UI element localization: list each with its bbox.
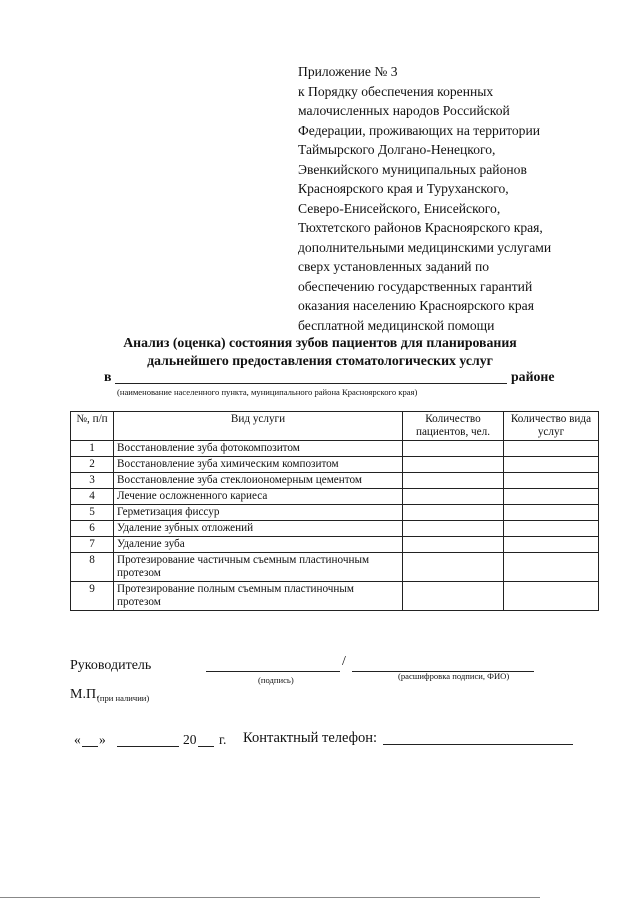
appendix-line: к Порядку обеспечения коренных: [298, 83, 494, 99]
signature-slash: /: [342, 654, 346, 669]
row-number: 9: [71, 582, 114, 611]
table-row: [71, 553, 599, 582]
row-service: Восстановление зуба химическим композитом: [114, 457, 403, 473]
date-day-field[interactable]: [82, 746, 98, 747]
row-patients-cell[interactable]: [403, 457, 504, 473]
row-types-cell[interactable]: [504, 521, 599, 537]
appendix-line: малочисленных народов Российской: [298, 103, 510, 118]
table-row: [71, 521, 599, 537]
date-month-field[interactable]: [117, 746, 179, 747]
row-patients-cell[interactable]: [403, 553, 504, 582]
row-patients-cell[interactable]: [403, 441, 504, 457]
appendix-line: Красноярского края и Туруханского,: [298, 181, 509, 196]
appendix-line: оказания населению Красноярского края: [298, 298, 534, 313]
page-edge-line: [0, 897, 540, 898]
appendix-line: Приложение № 3: [298, 64, 398, 79]
analysis-title-line2: дальнейшего предоставления стоматологических услуг: [147, 353, 493, 368]
row-service: Герметизация фиссур: [114, 505, 403, 521]
district-hint: (наименование населенного пункта, муниципального района Красноярского края): [117, 387, 418, 397]
row-number: 2: [71, 457, 114, 473]
row-service: Удаление зубных отложений: [114, 521, 403, 537]
header-types: Количество вида услуг: [504, 412, 599, 441]
row-service: Лечение осложненного кариеса: [114, 489, 403, 505]
signature-field[interactable]: [206, 671, 340, 672]
row-patients-cell[interactable]: [403, 582, 504, 611]
row-types-cell[interactable]: [504, 489, 599, 505]
row-patients-cell[interactable]: [403, 537, 504, 553]
row-number: 5: [71, 505, 114, 521]
year-prefix: 20: [183, 732, 197, 747]
table-row: [71, 473, 599, 489]
signature-hint: (подпись): [258, 675, 294, 685]
row-number: 4: [71, 489, 114, 505]
appendix-line: Таймырского Долгано-Ненецкого,: [298, 142, 496, 157]
analysis-title-line1: Анализ (оценка) состояния зубов пациентов для планирования: [123, 335, 517, 350]
appendix-line: Федерации, проживающих на территории: [298, 122, 541, 138]
row-types-cell[interactable]: [504, 457, 599, 473]
table-header-row: [71, 412, 599, 441]
header-num: №, п/п: [71, 412, 114, 441]
date-quote-open: «: [74, 732, 81, 747]
table-row: [71, 441, 599, 457]
row-service: Восстановление зуба фотокомпозитом: [114, 441, 403, 457]
appendix-line: обеспечению государственных гарантий: [298, 278, 533, 294]
row-patients-cell[interactable]: [403, 505, 504, 521]
table-row: [71, 457, 599, 473]
date-year-field[interactable]: [198, 746, 214, 747]
row-service: Восстановление зуба стеклоиономерным цементом: [114, 473, 403, 489]
row-types-cell[interactable]: [504, 582, 599, 611]
phone-label: Контактный телефон:: [243, 730, 378, 746]
appendix-line: Северо-Енисейского, Енисейского,: [298, 200, 501, 216]
table-row: [71, 489, 599, 505]
row-patients-cell[interactable]: [403, 489, 504, 505]
appendix-line: дополнительными медицинскими услугами: [298, 239, 552, 255]
row-service: Удаление зуба: [114, 537, 403, 553]
row-number: 7: [71, 537, 114, 553]
appendix-line: сверх установленных заданий по: [298, 259, 490, 274]
head-label: Руководитель: [70, 658, 152, 673]
row-patients-cell[interactable]: [403, 473, 504, 489]
district-suffix: районе: [511, 369, 555, 384]
table-row: [71, 505, 599, 521]
appendix-line: Тюхтетского районов Красноярского края,: [298, 220, 543, 235]
row-service: Протезирование частичным съемным пластиночным протезом: [114, 553, 403, 582]
appendix-line: бесплатной медицинской помощи: [298, 317, 495, 333]
district-name-field[interactable]: [115, 383, 507, 384]
phone-field[interactable]: [383, 744, 573, 745]
row-number: 3: [71, 473, 114, 489]
year-suffix: г.: [219, 732, 227, 747]
row-number: 6: [71, 521, 114, 537]
row-number: 8: [71, 553, 114, 582]
table-row: [71, 537, 599, 553]
row-types-cell[interactable]: [504, 553, 599, 582]
row-types-cell[interactable]: [504, 537, 599, 553]
row-types-cell[interactable]: [504, 505, 599, 521]
row-patients-cell[interactable]: [403, 521, 504, 537]
header-service: Вид услуги: [114, 412, 403, 441]
district-prefix: в: [104, 369, 112, 384]
header-patients: Количество пациентов, чел.: [403, 412, 504, 441]
row-types-cell[interactable]: [504, 473, 599, 489]
appendix-line: Эвенкийского муниципальных районов: [298, 161, 527, 177]
row-types-cell[interactable]: [504, 441, 599, 457]
stamp-label: М.П.: [70, 687, 100, 702]
row-service: Протезирование полным съемным пластиночным протезом: [114, 582, 403, 611]
table-row: [71, 582, 599, 611]
date-quote-close: »: [99, 732, 106, 747]
decode-hint: (расшифровка подписи, ФИО): [398, 671, 510, 681]
services-table: [70, 411, 599, 611]
row-number: 1: [71, 441, 114, 457]
stamp-note: (при наличии): [97, 693, 150, 703]
appendix-block: [298, 62, 598, 335]
